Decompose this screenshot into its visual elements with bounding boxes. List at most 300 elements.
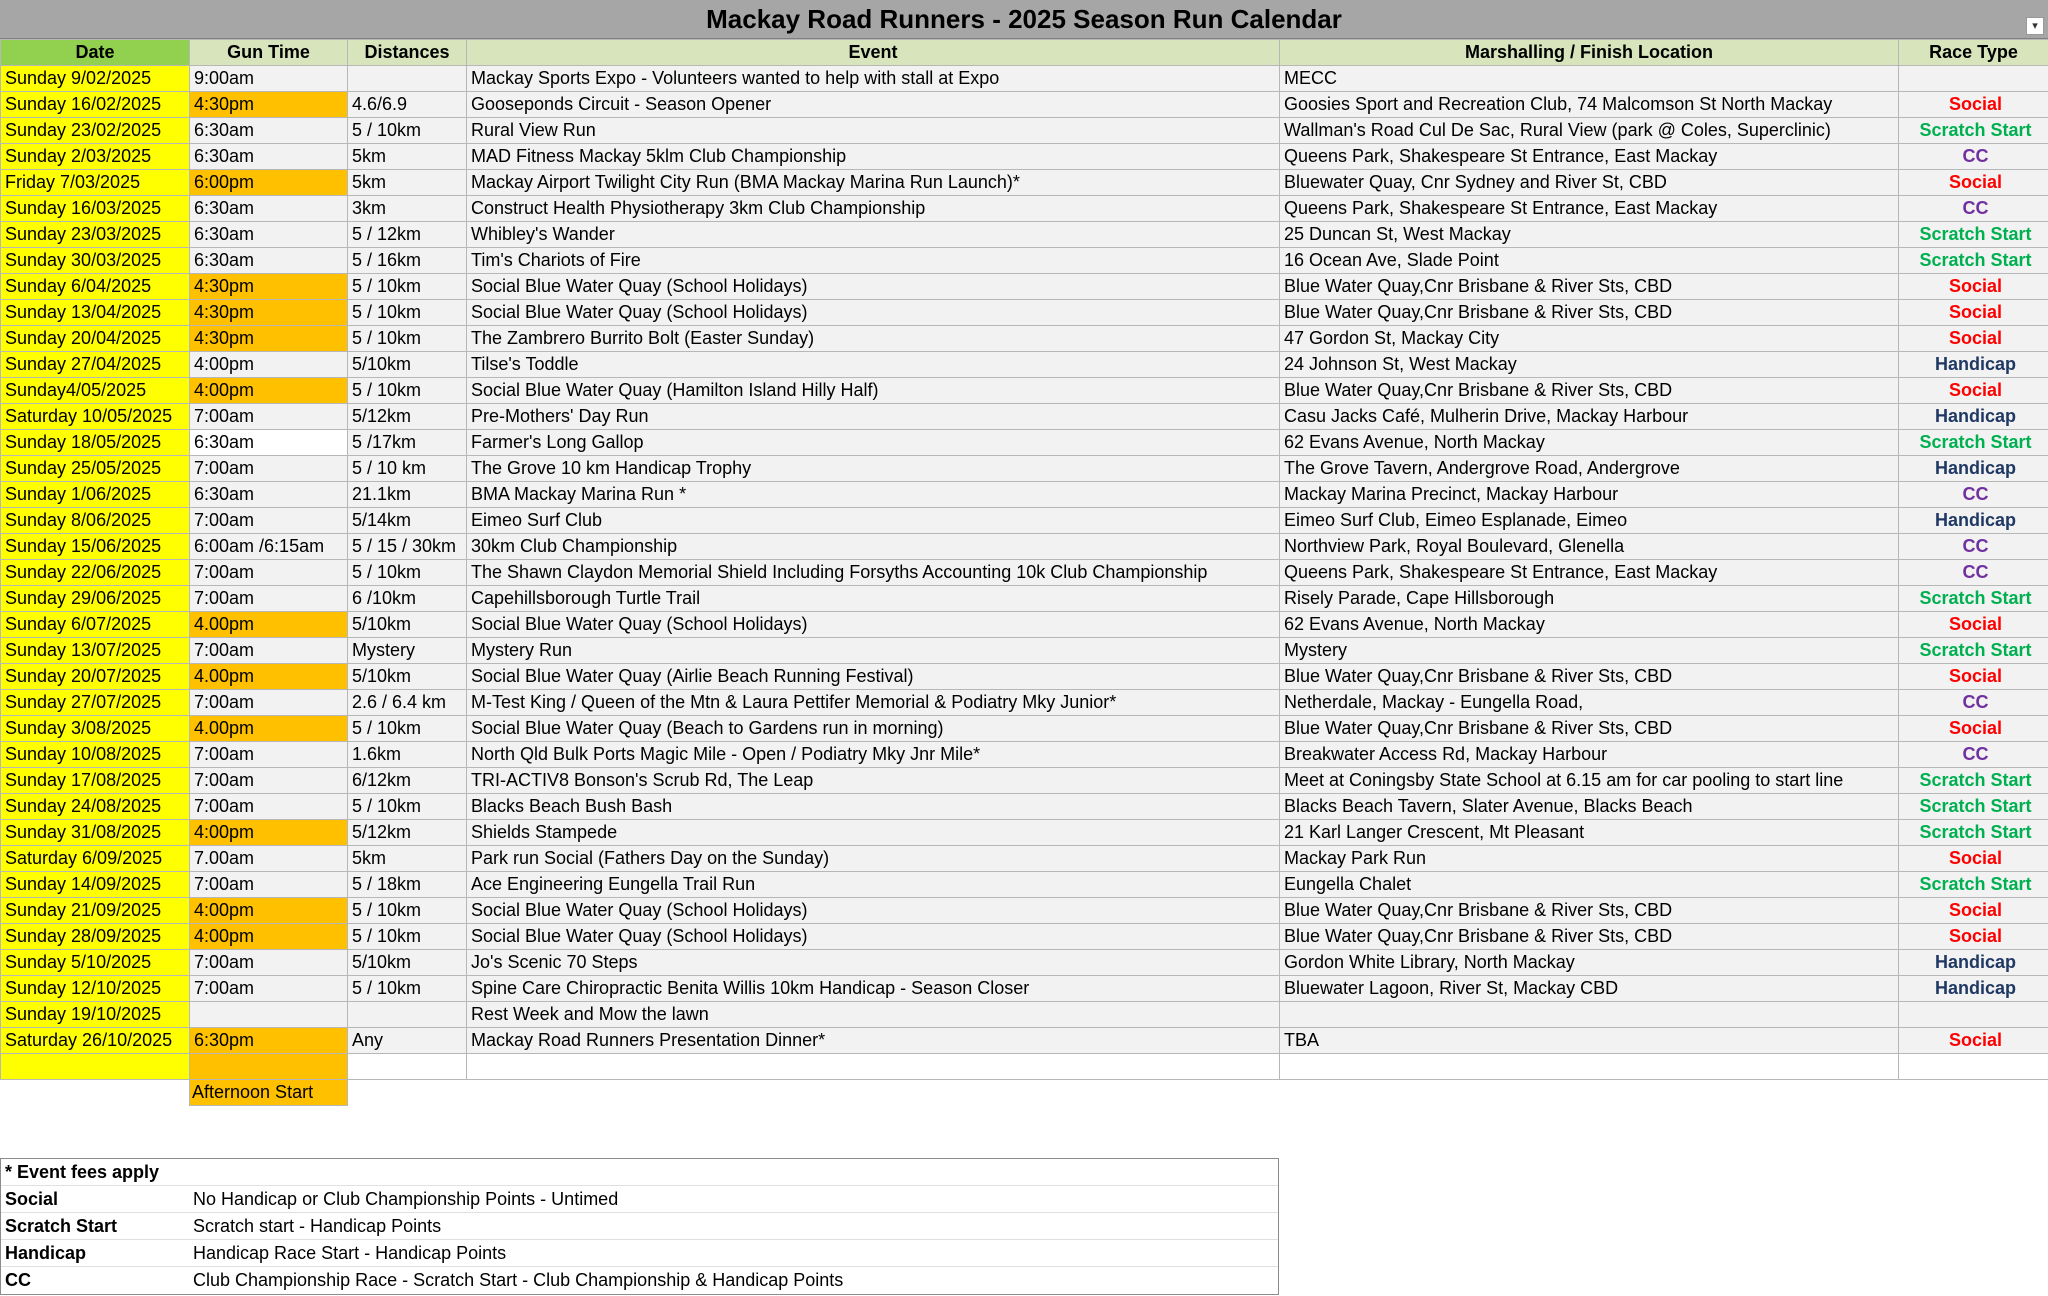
event-cell[interactable]: Social Blue Water Quay (School Holidays) bbox=[467, 898, 1280, 924]
distance-cell[interactable]: 5 / 10km bbox=[348, 560, 467, 586]
location-cell[interactable]: Blue Water Quay,Cnr Brisbane & River Sts, CBD bbox=[1280, 274, 1899, 300]
distance-cell[interactable]: 5 / 10km bbox=[348, 794, 467, 820]
cell[interactable] bbox=[1, 1054, 190, 1080]
date-cell[interactable]: Sunday 27/07/2025 bbox=[1, 690, 190, 716]
table-row bbox=[1, 872, 2048, 898]
legend-item bbox=[1, 1186, 1278, 1213]
date-cell[interactable]: Sunday 28/09/2025 bbox=[1, 924, 190, 950]
gun-time-cell[interactable]: 7:00am bbox=[190, 638, 348, 664]
race-type-cell[interactable]: Social bbox=[1899, 664, 2048, 690]
distance-cell[interactable]: 6/12km bbox=[348, 768, 467, 794]
date-cell[interactable]: Sunday 20/04/2025 bbox=[1, 326, 190, 352]
date-cell[interactable]: Sunday 2/03/2025 bbox=[1, 144, 190, 170]
race-type-cell[interactable]: Scratch Start bbox=[1899, 768, 2048, 794]
race-type-cell[interactable]: Social bbox=[1899, 924, 2048, 950]
gun-time-cell[interactable]: 4:00pm bbox=[190, 898, 348, 924]
table-row bbox=[1, 976, 2048, 1002]
table-row bbox=[1, 66, 2048, 92]
date-cell[interactable]: Sunday 24/08/2025 bbox=[1, 794, 190, 820]
table-row bbox=[1, 716, 2048, 742]
gun-time-cell[interactable]: 6:30am bbox=[190, 482, 348, 508]
gun-time-cell[interactable]: 4:00pm bbox=[190, 352, 348, 378]
table-row bbox=[1, 820, 2048, 846]
legend-item bbox=[1, 1159, 1278, 1186]
table-row bbox=[1, 92, 2048, 118]
race-type-cell[interactable]: Handicap bbox=[1899, 508, 2048, 534]
date-cell[interactable]: Sunday 15/06/2025 bbox=[1, 534, 190, 560]
gun-time-cell[interactable]: 7.00am bbox=[190, 846, 348, 872]
distance-cell[interactable]: 5/10km bbox=[348, 664, 467, 690]
gun-time-cell[interactable]: 4:30pm bbox=[190, 274, 348, 300]
race-type-cell[interactable]: Social bbox=[1899, 326, 2048, 352]
date-cell[interactable]: Sunday 1/06/2025 bbox=[1, 482, 190, 508]
location-cell[interactable]: Netherdale, Mackay - Eungella Road, bbox=[1280, 690, 1899, 716]
sheet-title-bar bbox=[0, 0, 2048, 39]
event-cell[interactable]: Social Blue Water Quay (School Holidays) bbox=[467, 924, 1280, 950]
gun-time-cell[interactable]: 7:00am bbox=[190, 690, 348, 716]
date-cell[interactable]: Sunday 21/09/2025 bbox=[1, 898, 190, 924]
legend-value: No Handicap or Club Championship Points - Untimed bbox=[193, 1188, 619, 1209]
race-type-cell[interactable]: Social bbox=[1899, 274, 2048, 300]
empty-row bbox=[1, 1054, 2048, 1080]
distance-cell[interactable]: 5/12km bbox=[348, 820, 467, 846]
event-cell[interactable]: The Shawn Claydon Memorial Shield Including Forsyths Accounting 10k Club Championship bbox=[467, 560, 1280, 586]
distance-cell[interactable]: 1.6km bbox=[348, 742, 467, 768]
date-cell[interactable]: Sunday 13/04/2025 bbox=[1, 300, 190, 326]
race-type-cell[interactable]: Scratch Start bbox=[1899, 872, 2048, 898]
gun-time-cell[interactable]: 7:00am bbox=[190, 560, 348, 586]
event-cell[interactable]: The Zambrero Burrito Bolt (Easter Sunday) bbox=[467, 326, 1280, 352]
table-row bbox=[1, 300, 2048, 326]
table-row bbox=[1, 196, 2048, 222]
date-cell[interactable]: Sunday 12/10/2025 bbox=[1, 976, 190, 1002]
distance-cell[interactable]: 5 / 10 km bbox=[348, 456, 467, 482]
race-type-cell[interactable]: Scratch Start bbox=[1899, 222, 2048, 248]
date-cell[interactable]: Sunday 3/08/2025 bbox=[1, 716, 190, 742]
event-cell[interactable]: Spine Care Chiropractic Benita Willis 10km Handicap - Season Closer bbox=[467, 976, 1280, 1002]
race-type-cell[interactable] bbox=[1899, 66, 2048, 92]
date-cell[interactable]: Sunday 30/03/2025 bbox=[1, 248, 190, 274]
table-row bbox=[1, 768, 2048, 794]
distance-cell[interactable]: 5km bbox=[348, 170, 467, 196]
cell[interactable] bbox=[1899, 1080, 2048, 1106]
gun-time-cell[interactable]: 4:00pm bbox=[190, 820, 348, 846]
race-type-cell[interactable]: Social bbox=[1899, 716, 2048, 742]
event-cell[interactable]: Tilse's Toddle bbox=[467, 352, 1280, 378]
location-cell[interactable]: Blue Water Quay,Cnr Brisbane & River Sts, CBD bbox=[1280, 716, 1899, 742]
event-cell[interactable]: Mackay Sports Expo - Volunteers wanted to help with stall at Expo bbox=[467, 66, 1280, 92]
legend-item bbox=[1, 1213, 1278, 1240]
race-type-cell[interactable]: Handicap bbox=[1899, 456, 2048, 482]
table-row bbox=[1, 924, 2048, 950]
cell[interactable] bbox=[1, 1080, 190, 1106]
gun-time-cell[interactable]: 4:00pm bbox=[190, 924, 348, 950]
event-cell[interactable]: Whibley's Wander bbox=[467, 222, 1280, 248]
race-type-cell[interactable]: Social bbox=[1899, 300, 2048, 326]
gun-time-cell[interactable]: 7:00am bbox=[190, 456, 348, 482]
location-cell[interactable]: Queens Park, Shakespeare St Entrance, East Mackay bbox=[1280, 196, 1899, 222]
date-cell[interactable]: Sunday 22/06/2025 bbox=[1, 560, 190, 586]
race-type-cell[interactable]: CC bbox=[1899, 144, 2048, 170]
race-type-cell[interactable]: Handicap bbox=[1899, 404, 2048, 430]
location-cell[interactable]: 21 Karl Langer Crescent, Mt Pleasant bbox=[1280, 820, 1899, 846]
table-row bbox=[1, 846, 2048, 872]
location-cell[interactable]: Meet at Coningsby State School at 6.15 am for car pooling to start line bbox=[1280, 768, 1899, 794]
gun-time-cell[interactable]: 4:30pm bbox=[190, 326, 348, 352]
event-cell[interactable]: The Grove 10 km Handicap Trophy bbox=[467, 456, 1280, 482]
table-row bbox=[1, 456, 2048, 482]
event-cell[interactable]: Mystery Run bbox=[467, 638, 1280, 664]
table-row bbox=[1, 404, 2048, 430]
date-cell[interactable]: Sunday4/05/2025 bbox=[1, 378, 190, 404]
gun-time-cell[interactable]: 6:30am bbox=[190, 430, 348, 456]
race-type-cell[interactable] bbox=[1899, 1002, 2048, 1028]
location-cell[interactable]: Blue Water Quay,Cnr Brisbane & River Sts, CBD bbox=[1280, 898, 1899, 924]
distance-cell[interactable]: 5/14km bbox=[348, 508, 467, 534]
gun-time-cell[interactable]: 4:30pm bbox=[190, 92, 348, 118]
location-cell[interactable]: Mystery bbox=[1280, 638, 1899, 664]
event-cell[interactable]: Gooseponds Circuit - Season Opener bbox=[467, 92, 1280, 118]
event-cell[interactable]: Rest Week and Mow the lawn bbox=[467, 1002, 1280, 1028]
race-type-cell[interactable]: CC bbox=[1899, 690, 2048, 716]
location-cell[interactable]: Casu Jacks Café, Mulherin Drive, Mackay Harbour bbox=[1280, 404, 1899, 430]
table-row bbox=[1, 248, 2048, 274]
column-header-event[interactable]: Event bbox=[467, 40, 1280, 66]
race-type-cell[interactable]: Scratch Start bbox=[1899, 794, 2048, 820]
location-cell[interactable]: Bluewater Lagoon, River St, Mackay CBD bbox=[1280, 976, 1899, 1002]
distance-cell[interactable]: 5 / 16km bbox=[348, 248, 467, 274]
table-row bbox=[1, 352, 2048, 378]
distance-cell[interactable]: 5 / 10km bbox=[348, 976, 467, 1002]
location-cell[interactable]: Eungella Chalet bbox=[1280, 872, 1899, 898]
legend-item bbox=[1, 1240, 1278, 1267]
event-cell[interactable]: Social Blue Water Quay (School Holidays) bbox=[467, 612, 1280, 638]
date-cell[interactable]: Sunday 19/10/2025 bbox=[1, 1002, 190, 1028]
gun-time-cell[interactable]: 7:00am bbox=[190, 872, 348, 898]
location-cell[interactable]: Queens Park, Shakespeare St Entrance, East Mackay bbox=[1280, 560, 1899, 586]
cell[interactable] bbox=[467, 1054, 1280, 1080]
table-row bbox=[1, 430, 2048, 456]
distance-cell[interactable]: 5km bbox=[348, 846, 467, 872]
date-cell[interactable]: Sunday 23/02/2025 bbox=[1, 118, 190, 144]
distance-cell[interactable] bbox=[348, 1002, 467, 1028]
date-cell[interactable]: Sunday 25/05/2025 bbox=[1, 456, 190, 482]
table-row bbox=[1, 664, 2048, 690]
date-cell[interactable]: Saturday 26/10/2025 bbox=[1, 1028, 190, 1054]
race-type-cell[interactable]: Social bbox=[1899, 612, 2048, 638]
event-cell[interactable]: 30km Club Championship bbox=[467, 534, 1280, 560]
event-cell[interactable]: Mackay Airport Twilight City Run (BMA Mackay Marina Run Launch)* bbox=[467, 170, 1280, 196]
column-header-race-type[interactable]: Race Type bbox=[1899, 40, 2048, 66]
distance-cell[interactable]: 5 / 18km bbox=[348, 872, 467, 898]
location-cell[interactable]: Bluewater Quay, Cnr Sydney and River St, CBD bbox=[1280, 170, 1899, 196]
race-type-cell[interactable]: Handicap bbox=[1899, 352, 2048, 378]
table-row bbox=[1, 638, 2048, 664]
cell[interactable] bbox=[1280, 1080, 1899, 1106]
date-cell[interactable]: Sunday 18/05/2025 bbox=[1, 430, 190, 456]
event-cell[interactable]: Ace Engineering Eungella Trail Run bbox=[467, 872, 1280, 898]
column-header-location[interactable]: Marshalling / Finish Location bbox=[1280, 40, 1899, 66]
race-type-cell[interactable]: Social bbox=[1899, 1028, 2048, 1054]
event-cell[interactable]: Social Blue Water Quay (Hamilton Island Hilly Half) bbox=[467, 378, 1280, 404]
table-row bbox=[1, 586, 2048, 612]
location-cell[interactable] bbox=[1280, 1002, 1899, 1028]
event-cell[interactable]: Mackay Road Runners Presentation Dinner* bbox=[467, 1028, 1280, 1054]
gun-time-cell[interactable]: 4.00pm bbox=[190, 716, 348, 742]
distance-cell[interactable] bbox=[348, 66, 467, 92]
cell[interactable] bbox=[1899, 1054, 2048, 1080]
date-cell[interactable]: Sunday 13/07/2025 bbox=[1, 638, 190, 664]
gun-time-cell[interactable]: 4.00pm bbox=[190, 612, 348, 638]
table-row bbox=[1, 560, 2048, 586]
gun-time-cell[interactable]: 7:00am bbox=[190, 976, 348, 1002]
gun-time-cell[interactable]: 9:00am bbox=[190, 66, 348, 92]
race-type-cell[interactable]: Social bbox=[1899, 378, 2048, 404]
location-cell[interactable]: Breakwater Access Rd, Mackay Harbour bbox=[1280, 742, 1899, 768]
location-cell[interactable]: Mackay Park Run bbox=[1280, 846, 1899, 872]
location-cell[interactable]: Blue Water Quay,Cnr Brisbane & River Sts, CBD bbox=[1280, 664, 1899, 690]
table-row bbox=[1, 326, 2048, 352]
date-cell[interactable]: Saturday 10/05/2025 bbox=[1, 404, 190, 430]
distance-cell[interactable]: 4.6/6.9 bbox=[348, 92, 467, 118]
gun-time-cell[interactable]: 7:00am bbox=[190, 950, 348, 976]
gun-time-cell[interactable] bbox=[190, 1002, 348, 1028]
legend-value: Handicap Race Start - Handicap Points bbox=[193, 1242, 507, 1263]
location-cell[interactable]: Northview Park, Royal Boulevard, Glenella bbox=[1280, 534, 1899, 560]
distance-cell[interactable]: 5 / 10km bbox=[348, 716, 467, 742]
table-row bbox=[1, 222, 2048, 248]
distance-cell[interactable]: 5 / 12km bbox=[348, 222, 467, 248]
date-cell[interactable]: Sunday 20/07/2025 bbox=[1, 664, 190, 690]
table-row bbox=[1, 170, 2048, 196]
distance-cell[interactable]: Any bbox=[348, 1028, 467, 1054]
location-cell[interactable]: Queens Park, Shakespeare St Entrance, East Mackay bbox=[1280, 144, 1899, 170]
table-row bbox=[1, 482, 2048, 508]
legend-key: * Event fees apply bbox=[5, 1161, 160, 1182]
location-cell[interactable]: Gordon White Library, North Mackay bbox=[1280, 950, 1899, 976]
distance-cell[interactable]: 5 / 15 / 30km bbox=[348, 534, 467, 560]
gun-time-cell[interactable]: 6:30am bbox=[190, 222, 348, 248]
table-row bbox=[1, 534, 2048, 560]
gun-time-cell[interactable]: 6:30pm bbox=[190, 1028, 348, 1054]
distance-cell[interactable]: 5 / 10km bbox=[348, 924, 467, 950]
date-cell[interactable]: Sunday 16/03/2025 bbox=[1, 196, 190, 222]
event-cell[interactable]: Pre-Mothers' Day Run bbox=[467, 404, 1280, 430]
table-row bbox=[1, 274, 2048, 300]
gun-time-cell[interactable]: 7:00am bbox=[190, 508, 348, 534]
location-cell[interactable]: 62 Evans Avenue, North Mackay bbox=[1280, 612, 1899, 638]
event-cell[interactable]: M-Test King / Queen of the Mtn & Laura Pettifer Memorial & Podiatry Mky Junior* bbox=[467, 690, 1280, 716]
event-cell[interactable]: Social Blue Water Quay (Airlie Beach Running Festival) bbox=[467, 664, 1280, 690]
distance-cell[interactable]: 5 / 10km bbox=[348, 326, 467, 352]
distance-cell[interactable]: 5km bbox=[348, 144, 467, 170]
date-cell[interactable]: Sunday 9/02/2025 bbox=[1, 66, 190, 92]
location-cell[interactable]: Blue Water Quay,Cnr Brisbane & River Sts, CBD bbox=[1280, 300, 1899, 326]
event-cell[interactable]: BMA Mackay Marina Run * bbox=[467, 482, 1280, 508]
date-cell[interactable]: Sunday 6/04/2025 bbox=[1, 274, 190, 300]
event-cell[interactable]: Social Blue Water Quay (School Holidays) bbox=[467, 300, 1280, 326]
gun-time-cell[interactable]: 7:00am bbox=[190, 768, 348, 794]
gun-time-cell[interactable]: 6:30am bbox=[190, 248, 348, 274]
legend-key: Handicap bbox=[5, 1242, 87, 1263]
gun-time-cell[interactable]: 6:30am bbox=[190, 196, 348, 222]
table-row bbox=[1, 690, 2048, 716]
table-row bbox=[1, 144, 2048, 170]
afternoon-start-label: Afternoon Start bbox=[190, 1080, 348, 1106]
race-type-cell[interactable]: CC bbox=[1899, 482, 2048, 508]
table-row bbox=[1, 118, 2048, 144]
gun-time-cell[interactable]: 6:30am bbox=[190, 144, 348, 170]
race-type-cell[interactable]: Scratch Start bbox=[1899, 820, 2048, 846]
race-type-cell[interactable]: Social bbox=[1899, 898, 2048, 924]
distance-cell[interactable]: 5/10km bbox=[348, 352, 467, 378]
distance-cell[interactable]: 5 /17km bbox=[348, 430, 467, 456]
date-cell[interactable]: Sunday 6/07/2025 bbox=[1, 612, 190, 638]
date-cell[interactable]: Sunday 10/08/2025 bbox=[1, 742, 190, 768]
run-calendar-table bbox=[0, 39, 2048, 1106]
event-cell[interactable]: Capehillsborough Turtle Trail bbox=[467, 586, 1280, 612]
cell[interactable] bbox=[467, 1080, 1280, 1106]
location-cell[interactable]: Blacks Beach Tavern, Slater Avenue, Blacks Beach bbox=[1280, 794, 1899, 820]
dropdown-arrow-icon[interactable]: ▾ bbox=[2026, 17, 2044, 35]
date-cell[interactable]: Sunday 27/04/2025 bbox=[1, 352, 190, 378]
race-type-cell[interactable]: Handicap bbox=[1899, 950, 2048, 976]
gun-time-cell[interactable]: 6:00pm bbox=[190, 170, 348, 196]
race-type-cell[interactable]: Social bbox=[1899, 846, 2048, 872]
date-cell[interactable]: Sunday 23/03/2025 bbox=[1, 222, 190, 248]
table-row bbox=[1, 898, 2048, 924]
event-cell[interactable]: Blacks Beach Bush Bash bbox=[467, 794, 1280, 820]
event-cell[interactable]: MAD Fitness Mackay 5klm Club Championship bbox=[467, 144, 1280, 170]
event-cell[interactable]: Construct Health Physiotherapy 3km Club Championship bbox=[467, 196, 1280, 222]
event-cell[interactable]: Farmer's Long Gallop bbox=[467, 430, 1280, 456]
distance-cell[interactable]: 5 / 10km bbox=[348, 378, 467, 404]
gun-time-cell[interactable]: 4.00pm bbox=[190, 664, 348, 690]
event-cell[interactable]: Park run Social (Fathers Day on the Sunday) bbox=[467, 846, 1280, 872]
event-cell[interactable]: Eimeo Surf Club bbox=[467, 508, 1280, 534]
distance-cell[interactable]: 5 / 10km bbox=[348, 898, 467, 924]
location-cell[interactable]: 62 Evans Avenue, North Mackay bbox=[1280, 430, 1899, 456]
cell[interactable] bbox=[1280, 1054, 1899, 1080]
distance-cell[interactable]: 5/10km bbox=[348, 950, 467, 976]
race-type-cell[interactable]: Handicap bbox=[1899, 976, 2048, 1002]
distance-cell[interactable]: 5 / 10km bbox=[348, 300, 467, 326]
column-header-date[interactable]: Date bbox=[1, 40, 190, 66]
location-cell[interactable]: Mackay Marina Precinct, Mackay Harbour bbox=[1280, 482, 1899, 508]
location-cell[interactable]: 16 Ocean Ave, Slade Point bbox=[1280, 248, 1899, 274]
event-cell[interactable]: Social Blue Water Quay (Beach to Gardens run in morning) bbox=[467, 716, 1280, 742]
date-cell[interactable]: Friday 7/03/2025 bbox=[1, 170, 190, 196]
distance-cell[interactable]: 5/10km bbox=[348, 612, 467, 638]
race-type-cell[interactable]: CC bbox=[1899, 534, 2048, 560]
date-cell[interactable]: Sunday 29/06/2025 bbox=[1, 586, 190, 612]
location-cell[interactable]: Blue Water Quay,Cnr Brisbane & River Sts, CBD bbox=[1280, 378, 1899, 404]
race-type-cell[interactable]: Scratch Start bbox=[1899, 430, 2048, 456]
sheet-title: Mackay Road Runners - 2025 Season Run Calendar bbox=[706, 3, 1342, 34]
race-type-cell[interactable]: Social bbox=[1899, 170, 2048, 196]
event-cell[interactable]: Social Blue Water Quay (School Holidays) bbox=[467, 274, 1280, 300]
gun-time-cell[interactable]: 4:30pm bbox=[190, 300, 348, 326]
cell[interactable] bbox=[190, 1054, 348, 1080]
legend-item bbox=[1, 1267, 1278, 1294]
gun-time-cell[interactable]: 7:00am bbox=[190, 794, 348, 820]
location-cell[interactable]: 25 Duncan St, West Mackay bbox=[1280, 222, 1899, 248]
table-row bbox=[1, 612, 2048, 638]
event-cell[interactable]: Rural View Run bbox=[467, 118, 1280, 144]
table-row bbox=[1, 794, 2048, 820]
cell[interactable] bbox=[348, 1080, 467, 1106]
legend-box bbox=[0, 1158, 1279, 1295]
event-cell[interactable]: Tim's Chariots of Fire bbox=[467, 248, 1280, 274]
location-cell[interactable]: Risely Parade, Cape Hillsborough bbox=[1280, 586, 1899, 612]
location-cell[interactable]: Blue Water Quay,Cnr Brisbane & River Sts, CBD bbox=[1280, 924, 1899, 950]
location-cell[interactable]: Eimeo Surf Club, Eimeo Esplanade, Eimeo bbox=[1280, 508, 1899, 534]
gun-time-cell[interactable]: 6:00am /6:15am bbox=[190, 534, 348, 560]
race-type-cell[interactable]: CC bbox=[1899, 560, 2048, 586]
race-type-cell[interactable]: CC bbox=[1899, 742, 2048, 768]
distance-cell[interactable]: Mystery bbox=[348, 638, 467, 664]
distance-cell[interactable]: 2.6 / 6.4 km bbox=[348, 690, 467, 716]
gun-time-cell[interactable]: 7:00am bbox=[190, 742, 348, 768]
distance-cell[interactable]: 6 /10km bbox=[348, 586, 467, 612]
location-cell[interactable]: MECC bbox=[1280, 66, 1899, 92]
gun-time-cell[interactable]: 7:00am bbox=[190, 404, 348, 430]
distance-cell[interactable]: 5/12km bbox=[348, 404, 467, 430]
event-cell[interactable]: Jo's Scenic 70 Steps bbox=[467, 950, 1280, 976]
event-cell[interactable]: Shields Stampede bbox=[467, 820, 1280, 846]
race-type-cell[interactable]: Scratch Start bbox=[1899, 248, 2048, 274]
location-cell[interactable]: 24 Johnson St, West Mackay bbox=[1280, 352, 1899, 378]
gun-time-cell[interactable]: 7:00am bbox=[190, 586, 348, 612]
table-row bbox=[1, 1002, 2048, 1028]
distance-cell[interactable]: 5 / 10km bbox=[348, 118, 467, 144]
column-header-distances[interactable]: Distances bbox=[348, 40, 467, 66]
race-type-cell[interactable]: Social bbox=[1899, 92, 2048, 118]
location-cell[interactable]: TBA bbox=[1280, 1028, 1899, 1054]
race-type-cell[interactable]: Scratch Start bbox=[1899, 638, 2048, 664]
location-cell[interactable]: 47 Gordon St, Mackay City bbox=[1280, 326, 1899, 352]
gun-time-cell[interactable]: 6:30am bbox=[190, 118, 348, 144]
race-type-cell[interactable]: Scratch Start bbox=[1899, 118, 2048, 144]
distance-cell[interactable]: 21.1km bbox=[348, 482, 467, 508]
race-type-cell[interactable]: Scratch Start bbox=[1899, 586, 2048, 612]
location-cell[interactable]: Wallman's Road Cul De Sac, Rural View (park @ Coles, Superclinic) bbox=[1280, 118, 1899, 144]
date-cell[interactable]: Sunday 17/08/2025 bbox=[1, 768, 190, 794]
header-row bbox=[1, 40, 2048, 66]
distance-cell[interactable]: 5 / 10km bbox=[348, 274, 467, 300]
date-cell[interactable]: Sunday 31/08/2025 bbox=[1, 820, 190, 846]
cell[interactable] bbox=[348, 1054, 467, 1080]
date-cell[interactable]: Sunday 5/10/2025 bbox=[1, 950, 190, 976]
legend-key: Scratch Start bbox=[5, 1215, 118, 1236]
event-cell[interactable]: TRI-ACTIV8 Bonson's Scrub Rd, The Leap bbox=[467, 768, 1280, 794]
location-cell[interactable]: The Grove Tavern, Andergrove Road, Andergrove bbox=[1280, 456, 1899, 482]
date-cell[interactable]: Sunday 16/02/2025 bbox=[1, 92, 190, 118]
gun-time-cell[interactable]: 4:00pm bbox=[190, 378, 348, 404]
date-cell[interactable]: Sunday 8/06/2025 bbox=[1, 508, 190, 534]
date-cell[interactable]: Saturday 6/09/2025 bbox=[1, 846, 190, 872]
location-cell[interactable]: Goosies Sport and Recreation Club, 74 Malcomson St North Mackay bbox=[1280, 92, 1899, 118]
event-cell[interactable]: North Qld Bulk Ports Magic Mile - Open / Podiatry Mky Jnr Mile* bbox=[467, 742, 1280, 768]
table-row bbox=[1, 378, 2048, 404]
distance-cell[interactable]: 3km bbox=[348, 196, 467, 222]
afternoon-legend-row bbox=[1, 1080, 2048, 1106]
column-header-gun-time[interactable]: Gun Time bbox=[190, 40, 348, 66]
race-type-cell[interactable]: CC bbox=[1899, 196, 2048, 222]
table-row bbox=[1, 950, 2048, 976]
date-cell[interactable]: Sunday 14/09/2025 bbox=[1, 872, 190, 898]
table-row bbox=[1, 508, 2048, 534]
